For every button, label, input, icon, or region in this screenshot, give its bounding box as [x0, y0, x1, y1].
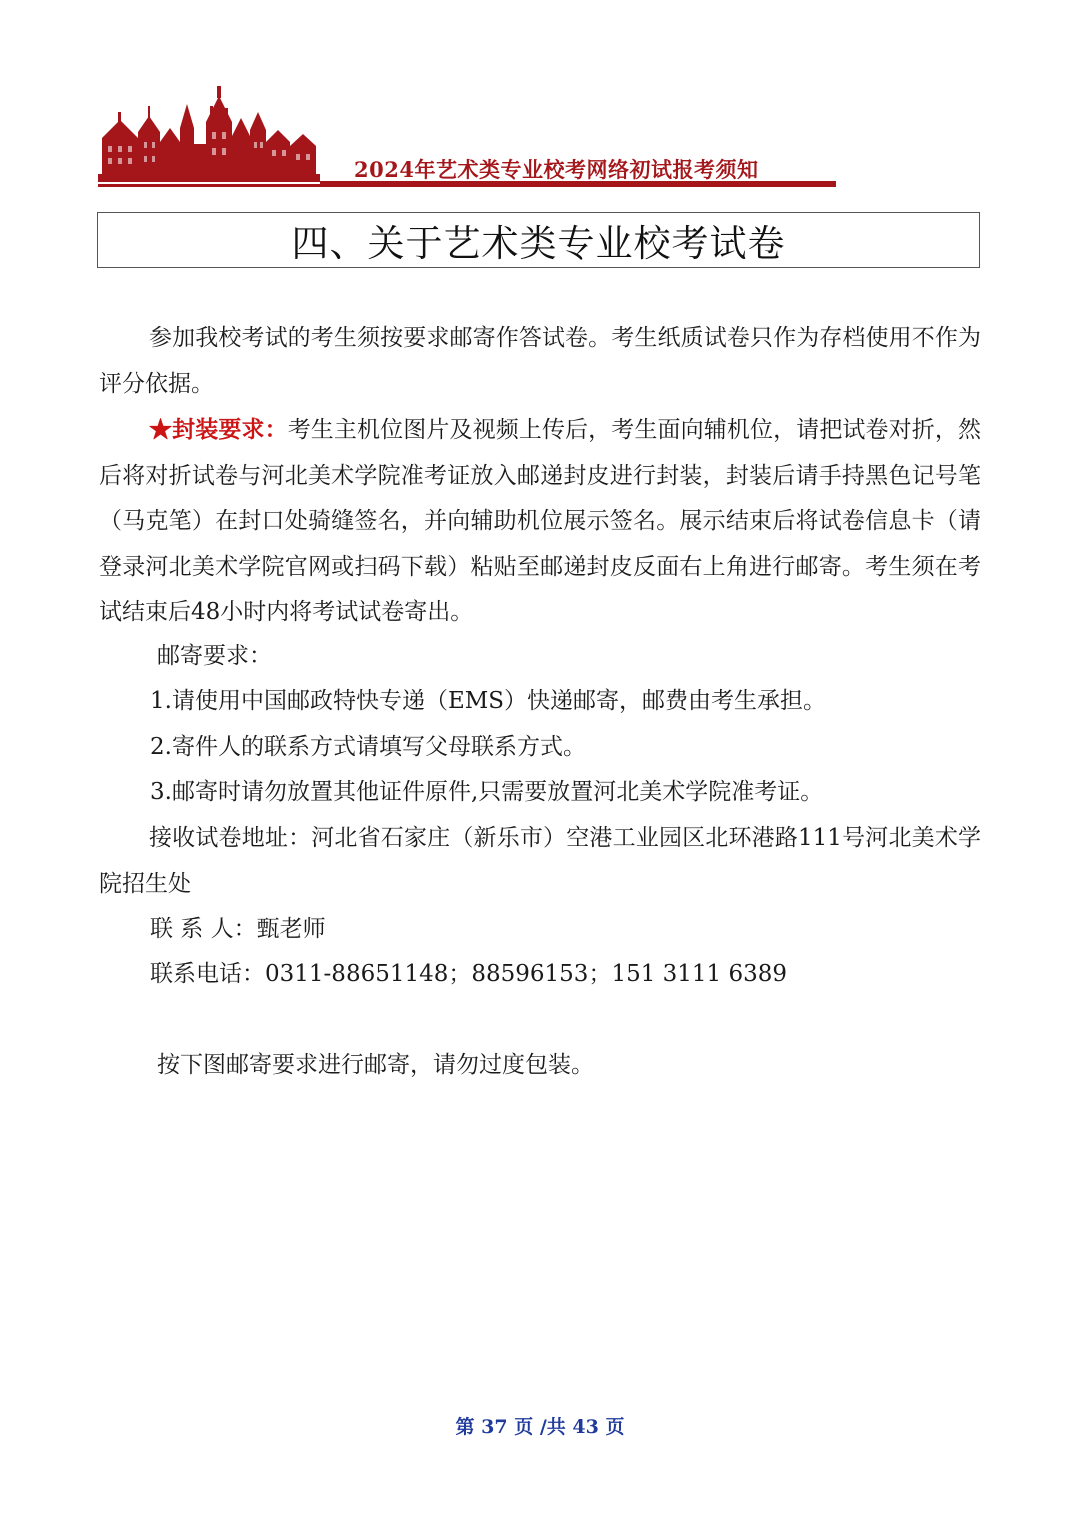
mail-item-1: 1.请使用中国邮政特快专递（EMS）快递邮寄，邮费由考生承担。: [150, 688, 827, 714]
section-title: 四、关于艺术类专业校考试卷: [291, 222, 786, 265]
header-title: 2024年艺术类专业校考网络初试报考须知: [354, 157, 759, 182]
contact-phone: 联系电话：0311-88651148；88596153；151 3111 6389: [150, 961, 788, 987]
mail-item-3: 3.邮寄时请勿放置其他证件原件,只需要放置河北美术学院准考证。: [150, 779, 824, 805]
page-header: [98, 86, 838, 190]
page-number: 第 37 页 /共 43 页: [455, 1416, 625, 1438]
address-paragraph: 接收试卷地址：河北省石家庄（新乐市）空港工业园区北环港路111号河北美术学院招生处: [99, 825, 981, 897]
seal-text: 考生主机位图片及视频上传后，考生面向辅机位，请把试卷对折，然后将对折试卷与河北美术学院准考证放入邮递封皮进行封装，封装后请手持黑色记号笔（马克笔）在封口处骑缝签名，并向辅助机位展示签名。展示结束后将试卷信息卡（请登录河北美术学院官网或扫码下载）粘贴至邮递封皮反面右上角进行邮寄。考生须在考试结束后48小时内将考试试卷寄出。: [99, 417, 982, 625]
seal-label: ★封装要求：: [149, 416, 288, 443]
intro-paragraph: 参加我校考试的考生须按要求邮寄作答试卷。考生纸质试卷只作为存档使用不作为评分依据。: [99, 325, 981, 397]
mail-heading: 邮寄要求：: [157, 643, 272, 669]
seal-paragraph: [99, 407, 981, 636]
mail-item-2: 2.寄件人的联系方式请填写父母联系方式。: [150, 734, 586, 760]
contact-person: 联 系 人：甄老师: [150, 916, 326, 942]
section-title-box: [97, 212, 980, 268]
closing-note: 按下图邮寄要求进行邮寄，请勿过度包装。: [157, 1052, 594, 1078]
